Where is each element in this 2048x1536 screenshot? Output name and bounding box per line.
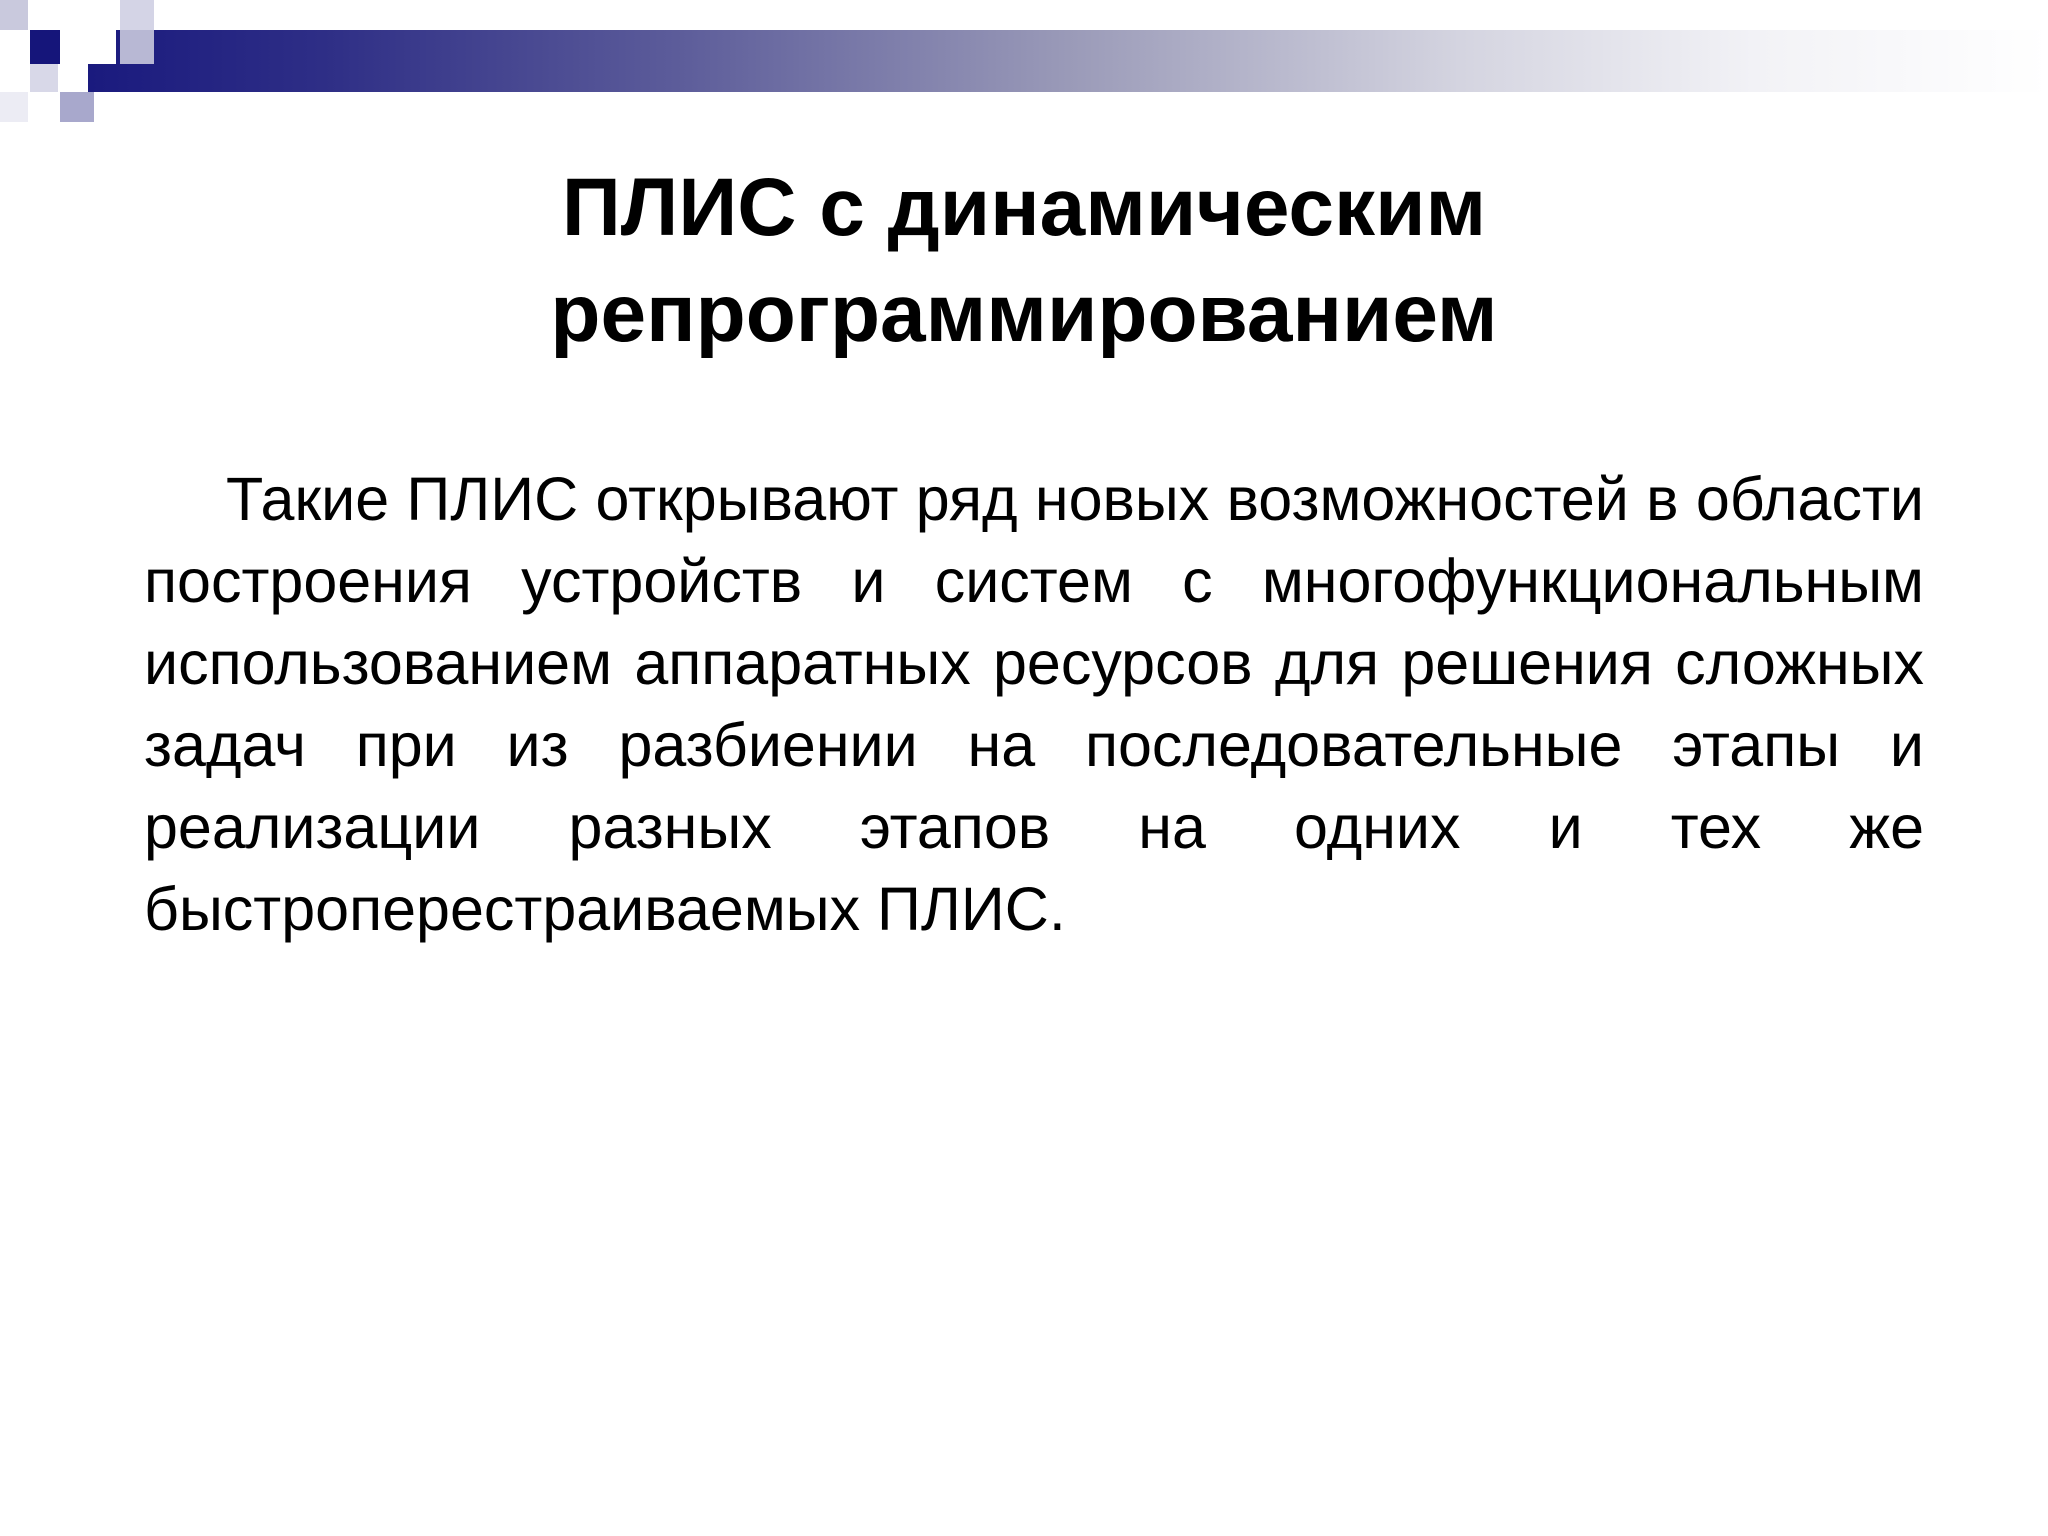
decor-square xyxy=(0,0,28,30)
slide-title xyxy=(0,155,2048,367)
header-gradient-band xyxy=(88,30,2048,92)
decor-square xyxy=(60,92,94,122)
slide-body-text: Такие ПЛИС открывают ряд новых возможностей в области построения устройств и систем с многофункциональным использованием аппаратных ресурсов для решения сложных задач при из разбиении на последовательные этапы и реализации разных этапов на одних и тех же быстроперестраиваемых ПЛИС. xyxy=(144,465,1924,943)
decor-square xyxy=(30,30,60,64)
decor-square xyxy=(0,92,28,122)
decor-square xyxy=(120,30,154,64)
slide-title-line-2: репрограммированием xyxy=(550,268,1498,359)
decor-square xyxy=(88,30,116,64)
decor-square xyxy=(120,0,154,30)
decor-square xyxy=(30,64,58,92)
decor-square xyxy=(60,30,88,64)
slide-title-line-1: ПЛИС с динамическим xyxy=(561,162,1487,253)
